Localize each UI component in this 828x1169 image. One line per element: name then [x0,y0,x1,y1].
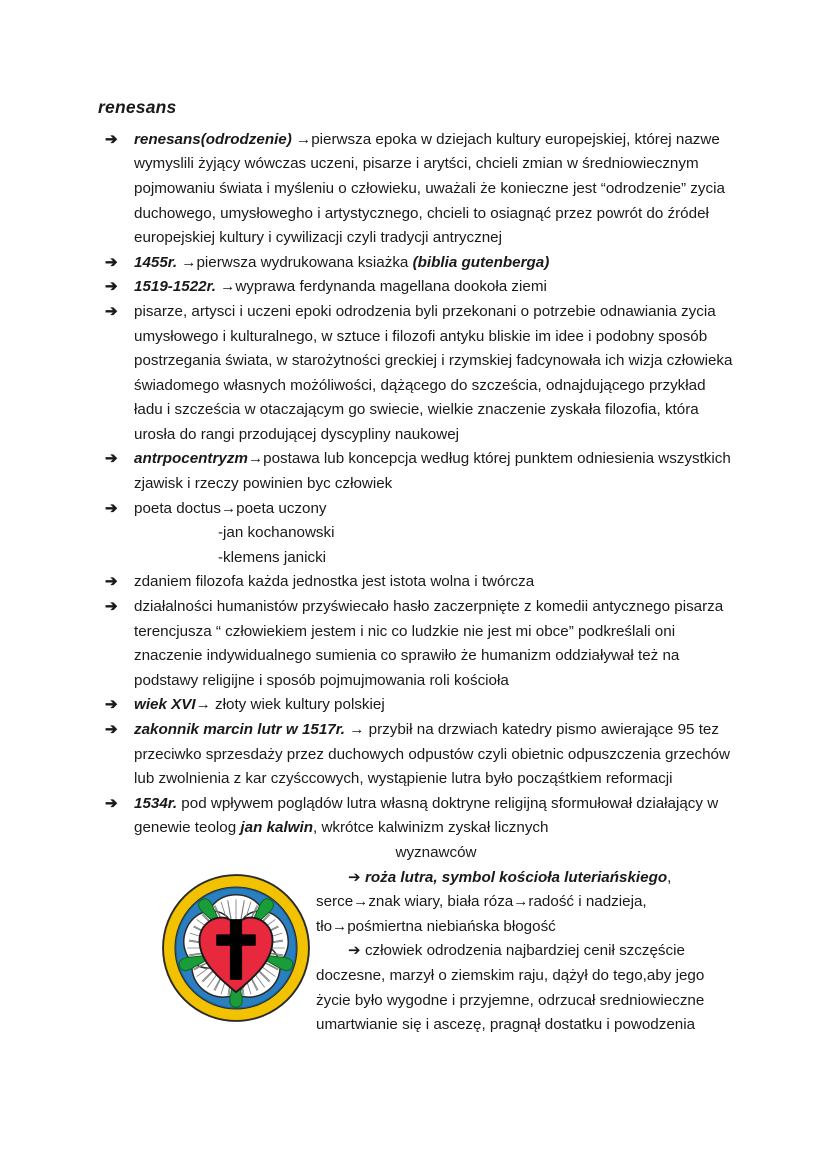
bullet-marcin-lutr [98,718,738,792]
bullet-wiek-xvi [98,693,738,718]
page-title: renesans [98,97,177,117]
bullet-renesans-odrodzenie [98,128,738,251]
bullet-rok-1534 [98,792,738,841]
arrow-bullet-icon: ➔ [105,253,118,271]
bullet-lead-term: 1455r. [134,253,178,271]
bullet-dzialalnosci-humanistow [98,595,738,693]
rose-bold-lead: roża lutra, symbol kościoła luteriańskiego [364,868,668,886]
bullet-mid-term: jan kalwin [240,819,313,837]
bullet-antrpocentryzm [98,447,738,496]
bullet-lead-term: 1534r. [134,794,178,812]
bullet-body-text-1: pod wpływem poglądów lutra własną doktryne religijną sformułował działający w genewie teolog [134,794,719,837]
luther-rose-svg [160,872,312,1024]
bullet-body-text: →postawa lub koncepcja według której punktem odniesienia wszystkich zjawisk i rzeczy powinien byc człowiek [134,450,731,493]
bullet-tail-term: (biblia gutenberga) [412,253,550,271]
arrow-bullet-icon: ➔ [105,278,118,296]
bullet-body-text: →wyprawa ferdynanda magellana dookoła ziemi [215,278,547,296]
arrow-bullet-icon: ➔ [105,794,118,812]
bullet-lead-term: 1519-1522r. [134,278,216,296]
bullet-lead-term: zakonnik marcin lutr w 1517r. [134,721,346,738]
czlowiek-body-text: człowiek odrodzenia najbardziej cenił szczęście doczesne, marzył o ziemskim raju, dążył do tego,aby jego życie było wygodne i przyjemne, odrzucał sredniowieczne umartwianie się i ascezę, pragnął dostatku i powodzenia [316,942,705,1034]
poeta-doctus-sublist [134,521,738,570]
rose-body-text: , serce→znak wiary, biała róza→radość i nadzieja, tło→pośmiertna niebiańska błogość [316,868,672,935]
luther-rose-image [160,872,312,1024]
luther-rose-section [98,866,738,1038]
bullet-lata-1519-1522 [98,275,738,300]
arrow-bullet-icon: ➔ [348,868,361,886]
bullet-body-text: zdaniem filozofa każda jednostka jest istota wolna i twórcza [134,573,535,591]
bullet-body-text: → złoty wiek kultury polskiej [195,696,385,714]
arrow-bullet-icon: ➔ [105,721,118,738]
arrow-bullet-icon: ➔ [105,450,118,468]
arrow-bullet-icon: ➔ [348,942,361,960]
bullet-body-text: → przybił na drzwiach katedry pismo awierające 95 tez przeciwko sprzesdaży przez duchowych odpustów czyli obietnic odpuszczenia grzechów lub zwolnienia z kar czyśccowych, wystąpienie lutra było począśtkiem reformacji [134,721,730,788]
bullet-body-text-2: , wkrótce kalwinizm zyskał licznych [313,819,549,837]
list-item: -jan kochanowski [218,524,335,542]
bullet-body-text: →pierwsza epoka w dziejach kultury europejskiej, której nazwe wymyslili żyjący wówczas uczeni, pisarze i arytści, chcieli zmian w średniowiecznym pojmowaniu świata i myśleniu o człowieku, uważali że konieczne jest “odrodzenie” zycia duchowego, umysłowegho i artystycznego, chcieli to osiagnąć przez powrót do źródeł europejskiej kultury i cywilizacji czyli tradycji antrycznej [134,130,725,247]
bullet-body-text: działalności humanistów przyświecało hasło zaczerpnięte z komedii antycznego pisarza terencjusza “ człowiekiem jestem i nic co ludzkie nie jest mi obce” podkreślali oni znaczenie indywidualnego sumienia co sprawiło że humanizm oddziaływał też na podstawy religijne i sposób pojmujmowania roli kościoła [134,598,724,689]
arrow-bullet-icon: ➔ [105,696,118,714]
arrow-bullet-icon: ➔ [105,130,118,148]
bullet-rok-1455 [98,251,738,276]
bullet-lead-term: wiek XVI [134,696,196,714]
bullet-lead-term: renesans(odrodzenie) [134,130,292,148]
bullet-pisarze-artysci [98,300,738,448]
arrow-bullet-icon: ➔ [105,573,118,591]
arrow-bullet-icon: ➔ [105,302,118,320]
notes-bullet-list [98,128,738,841]
arrow-bullet-icon: ➔ [105,499,118,517]
bullet-poeta-doctus [98,497,738,571]
wyznawcow-line: wyznawców [395,843,477,861]
bullet-lead-term: antrpocentryzm [134,450,248,468]
list-item: -klemens janicki [218,548,327,566]
bullet-body-text: pisarze, artysci i uczeni epoki odrodzenia byli przekonani o potrzebie odnawiania zycia umysłowego i kulturalnego, w sztuce i filozofi antyku bliskie im idee i podobny sposób postrzegania świata, w starożytności greckiej i rzymskiej fadcynowała ich wizja człowieka świadomego własnych możóliwości, dążącego do szcześcia, odnajdującego przykład ładu i szcześcia w otaczającym go swiecie, wielkie znaczenie zyskała filozofia, która urosła do rangi przodującej dyscypliny naukowej [134,302,733,443]
bullet-body-text: poeta doctus→poeta uczony [134,499,327,517]
bullet-zdaniem-filozofa [98,570,738,595]
arrow-bullet-icon: ➔ [105,598,118,616]
bullet-body-text: →pierwsza wydrukowana ksiażka [177,253,413,271]
